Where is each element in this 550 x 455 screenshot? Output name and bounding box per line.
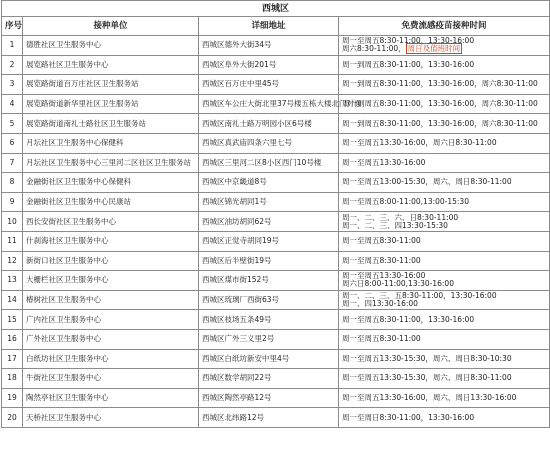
row-unit: 月坛社区卫生服务中心保健科 <box>23 133 199 153</box>
table-row <box>2 36 550 56</box>
time-line: 周一到周五8:30-11:00，13:30-16:00，周六8:30-11:00 <box>342 99 538 109</box>
header-index: 序号 <box>2 17 23 36</box>
row-index: 13 <box>2 271 23 291</box>
row-address: 西城区德外大街34号 <box>199 36 339 56</box>
table-row <box>2 173 550 193</box>
vaccine-schedule-table <box>1 0 550 428</box>
table-row <box>2 251 550 271</box>
row-index: 9 <box>2 192 23 212</box>
time-note: 周日及值班时间 <box>407 44 461 54</box>
row-index: 4 <box>2 94 23 114</box>
row-unit: 白纸坊社区卫生服务中心 <box>23 349 199 369</box>
row-index: 1 <box>2 36 23 56</box>
row-address: 西城区阜外大街201号 <box>199 55 339 75</box>
time-line: 周一、四13:30-16:00 <box>342 299 418 309</box>
row-time <box>339 310 550 330</box>
header-address: 详细地址 <box>199 17 339 36</box>
row-time <box>339 271 550 291</box>
row-index: 2 <box>2 55 23 75</box>
time-line: 周一至周五13:00-15:30，周六、周日8:30-11:00 <box>342 177 512 187</box>
row-address: 西城区车公庄大街北里37号楼五栋大楼北门对面 <box>199 94 339 114</box>
row-time <box>339 173 550 193</box>
time-line: 周一至周五13:30-16:00 <box>342 157 426 167</box>
time-line: 周一至周五13:30-15:30，周六、周日8:30-10:30 <box>342 353 512 363</box>
table-row <box>2 75 550 95</box>
row-time <box>339 55 550 75</box>
row-index: 15 <box>2 310 23 330</box>
row-address: 西城区煤市街152号 <box>199 271 339 291</box>
row-address: 西城区真武庙四条六里七号 <box>199 133 339 153</box>
header-time: 免费流感疫苗接种时间 <box>339 17 550 36</box>
time-line: 周一至周五8:30-11:00 <box>342 236 421 246</box>
row-time <box>339 388 550 408</box>
row-unit: 展览路社区卫生服务中心 <box>23 55 199 75</box>
row-address: 西城区三里河二区8小区西门10号楼 <box>199 153 339 173</box>
time-line: 周一、二、三、六、日8:30-11:00 <box>342 212 459 222</box>
row-time <box>339 212 550 232</box>
table-row <box>2 192 550 212</box>
table-row <box>2 388 550 408</box>
row-index: 16 <box>2 329 23 349</box>
row-time <box>339 329 550 349</box>
row-time <box>339 290 550 310</box>
row-index: 12 <box>2 251 23 271</box>
time-line: 周一到周五8:30-11:00，13:30-16:00，周六8:30-11:00 <box>342 79 538 89</box>
row-time <box>339 408 550 428</box>
row-index: 6 <box>2 133 23 153</box>
time-line: 周一至周五8:30-11:00 <box>342 255 421 265</box>
table-row <box>2 94 550 114</box>
time-line: 周一至周五8:30-11:00，13:30-16:00 <box>342 314 475 324</box>
row-unit: 展览路街道新华里社区卫生服务站 <box>23 94 199 114</box>
time-line-with-note <box>342 45 546 53</box>
row-address: 西城区数学胡同22号 <box>199 369 339 389</box>
time-line: 周一至周五13:30-15:30，周六、周日8:30-11:00 <box>342 373 512 383</box>
row-unit: 什刹海社区卫生服务中心 <box>23 231 199 251</box>
table-row <box>2 290 550 310</box>
row-index: 14 <box>2 290 23 310</box>
row-time <box>339 349 550 369</box>
table-row <box>2 408 550 428</box>
table-row <box>2 212 550 232</box>
row-time <box>339 133 550 153</box>
district-title: 西城区 <box>2 1 550 17</box>
time-line: 周一至周五8:00-11:00,13:00-15:30 <box>342 197 469 207</box>
row-unit: 德胜社区卫生服务中心 <box>23 36 199 56</box>
row-index: 5 <box>2 114 23 134</box>
time-line: 周一至周日8:30-11:00，13:30-16:00 <box>342 412 475 422</box>
row-address: 西城区百万庄中里45号 <box>199 75 339 95</box>
row-time <box>339 231 550 251</box>
row-unit: 展览路街道百万庄社区卫生服务站 <box>23 75 199 95</box>
table-row <box>2 114 550 134</box>
table-row <box>2 310 550 330</box>
row-index: 19 <box>2 388 23 408</box>
row-address: 西城区中京畿道8号 <box>199 173 339 193</box>
row-address: 西城区后半壁街19号 <box>199 251 339 271</box>
row-unit: 广外社区卫生服务中心 <box>23 329 199 349</box>
row-address: 西城区白纸坊新安中里4号 <box>199 349 339 369</box>
table-row <box>2 349 550 369</box>
time-line: 周六8:30-11:00， <box>342 44 406 54</box>
table-row <box>2 55 550 75</box>
table-row <box>2 153 550 173</box>
time-line: 周一到周五8:30-11:00，13:30-16:00 <box>342 59 475 69</box>
row-unit: 金融街社区卫生服务中心民康站 <box>23 192 199 212</box>
row-address: 西城区油坊胡同62号 <box>199 212 339 232</box>
row-time <box>339 192 550 212</box>
time-line: 周一、二、三、五8:30-11:00，13:30-16:00 <box>342 291 497 301</box>
row-time <box>339 36 550 56</box>
time-line: 周六日8:00-11:00,13:30-16:00 <box>342 279 454 289</box>
row-index: 18 <box>2 369 23 389</box>
row-unit: 月坛社区卫生服务中心三里河二区社区卫生服务站 <box>23 153 199 173</box>
row-unit: 金融街社区卫生服务中心保健科 <box>23 173 199 193</box>
row-time <box>339 94 550 114</box>
table-row <box>2 329 550 349</box>
time-line: 周一到周五8:30-11:00，13:30-16:00，周六8:30-11:00 <box>342 118 538 128</box>
row-unit: 新街口社区卫生服务中心 <box>23 251 199 271</box>
row-unit: 展览路街道南礼士路社区卫生服务站 <box>23 114 199 134</box>
table-row <box>2 369 550 389</box>
row-unit: 牛街社区卫生服务中心 <box>23 369 199 389</box>
row-index: 20 <box>2 408 23 428</box>
row-time <box>339 75 550 95</box>
header-unit: 接种单位 <box>23 17 199 36</box>
row-index: 17 <box>2 349 23 369</box>
row-index: 11 <box>2 231 23 251</box>
row-address: 西城区陶然亭路12号 <box>199 388 339 408</box>
row-unit: 椿树社区卫生服务中心 <box>23 290 199 310</box>
row-address: 西城区琉璃厂西街63号 <box>199 290 339 310</box>
row-address: 西城区枝场五条49号 <box>199 310 339 330</box>
table-row <box>2 133 550 153</box>
header-row <box>2 17 550 36</box>
row-unit: 大栅栏社区卫生服务中心 <box>23 271 199 291</box>
row-index: 8 <box>2 173 23 193</box>
row-address: 西城区锦光胡同1号 <box>199 192 339 212</box>
title-row <box>2 1 550 17</box>
table-row <box>2 231 550 251</box>
row-address: 西城区北纬路12号 <box>199 408 339 428</box>
row-time <box>339 114 550 134</box>
row-time <box>339 369 550 389</box>
row-address: 西城区广外三义里2号 <box>199 329 339 349</box>
time-line: 周一至周五13:30-16:00，周六日8:30-11:00 <box>342 138 497 148</box>
row-index: 7 <box>2 153 23 173</box>
table-row <box>2 271 550 291</box>
row-unit: 广内社区卫生服务中心 <box>23 310 199 330</box>
row-index: 3 <box>2 75 23 95</box>
row-unit: 西长安街社区卫生服务中心 <box>23 212 199 232</box>
row-address: 西城区南礼士路万明园小区6号楼 <box>199 114 339 134</box>
time-line: 周一、二、三、四13:30-15:30 <box>342 220 448 230</box>
row-index: 10 <box>2 212 23 232</box>
time-line: 周一至周五13:30-16:00 <box>342 271 426 281</box>
row-time <box>339 153 550 173</box>
time-line: 周一至周五8:30-11:00，13:30-16:00 <box>342 36 475 46</box>
row-unit: 陶然亭社区卫生服务中心 <box>23 388 199 408</box>
time-line: 周一至周五13:30-16:00，周六、周日13:30-16:00 <box>342 392 517 402</box>
time-line: 周一至周五8:30-11:00 <box>342 334 421 344</box>
row-unit: 天桥社区卫生服务中心 <box>23 408 199 428</box>
row-time <box>339 251 550 271</box>
row-address: 西城区正觉寺胡同19号 <box>199 231 339 251</box>
